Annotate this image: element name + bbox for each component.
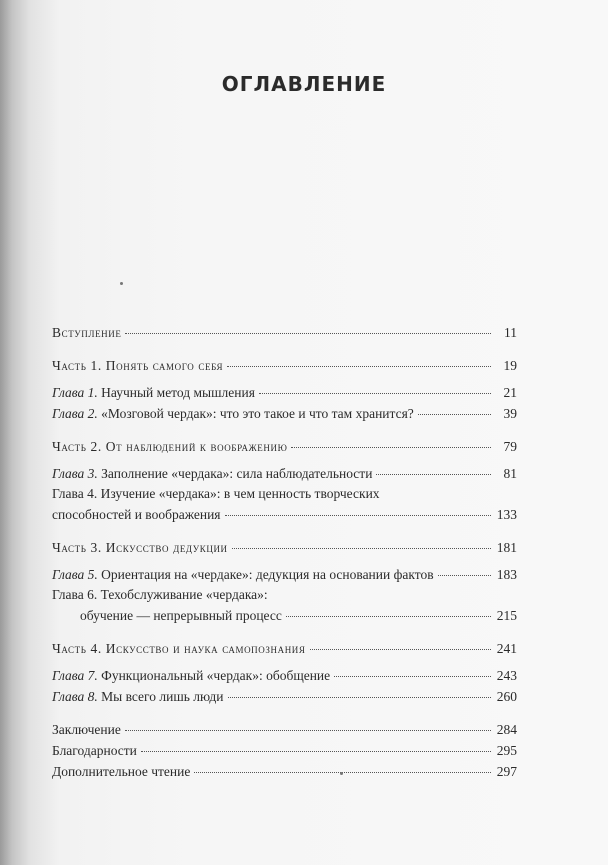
toc-chapter-8[interactable] — [52, 686, 517, 707]
dot-leader — [227, 366, 491, 367]
toc-chapter-1[interactable] — [52, 382, 517, 403]
chapter-page: 81 — [503, 466, 517, 481]
toc-part-label: Часть 1. Понять самого себя — [52, 358, 224, 373]
toc-intro-label: Вступление — [52, 325, 122, 340]
toc-part-3[interactable] — [52, 537, 517, 558]
chapter-title: Изучение «чердака»: в чем ценность творческих — [100, 486, 380, 501]
paper-speck — [340, 772, 343, 775]
chapter-prefix: Глава 2. — [52, 406, 98, 421]
chapter-prefix: Глава 6. — [52, 587, 98, 602]
chapter-prefix: Глава 5. — [52, 567, 98, 582]
toc-part-1[interactable] — [52, 355, 517, 376]
chapter-title: Заполнение «чердака»: сила наблюдательности — [101, 466, 373, 481]
chapter-title: «Мозговой чердак»: что это такое и что там хранится? — [101, 406, 414, 421]
toc-intro[interactable] — [52, 322, 517, 343]
table-of-contents — [52, 322, 517, 782]
chapter-title: Техобслуживание «чердака»: — [100, 587, 268, 602]
chapter-prefix: Глава 3. — [52, 466, 98, 481]
dot-leader — [376, 474, 491, 475]
dot-leader — [418, 414, 491, 415]
dot-leader — [334, 676, 491, 677]
toc-end-page: 295 — [496, 743, 517, 758]
toc-intro-page: 11 — [504, 325, 517, 340]
toc-part-4[interactable] — [52, 638, 517, 659]
toc-further-reading[interactable] — [52, 761, 517, 782]
chapter-title-continued: обучение — непрерывный процесс — [80, 608, 282, 623]
dot-leader — [125, 730, 491, 731]
dot-leader — [228, 697, 492, 698]
toc-part-page: 241 — [496, 641, 517, 656]
chapter-prefix: Глава 7. — [52, 668, 98, 683]
toc-end-page: 284 — [496, 722, 517, 737]
dot-leader — [232, 548, 491, 549]
chapter-title: Ориентация на «чердаке»: дедукция на основании фактов — [101, 567, 434, 582]
toc-part-label: Часть 2. От наблюдений к воображению — [52, 439, 288, 454]
chapter-page: 215 — [496, 608, 517, 623]
dot-leader — [291, 447, 491, 448]
chapter-page: 21 — [503, 385, 517, 400]
dot-leader — [125, 333, 491, 334]
chapter-title: Научный метод мышления — [101, 385, 255, 400]
page-title: ОГЛАВЛЕНИЕ — [221, 72, 387, 96]
chapter-page: 260 — [496, 689, 517, 704]
toc-end-label: Благодарности — [52, 743, 137, 758]
chapter-prefix: Глава 4. — [52, 486, 98, 501]
toc-chapter-2[interactable] — [52, 403, 517, 424]
chapter-page: 183 — [496, 567, 517, 582]
toc-part-label: Часть 3. Искусство дедукции — [52, 540, 228, 555]
toc-part-page: 19 — [503, 358, 517, 373]
chapter-prefix: Глава 1. — [52, 385, 98, 400]
paper-speck — [120, 282, 123, 285]
toc-end-page: 297 — [496, 764, 517, 779]
toc-acknowledgements[interactable] — [52, 740, 517, 761]
dot-leader — [286, 616, 491, 617]
chapter-page: 243 — [496, 668, 517, 683]
toc-part-label: Часть 4. Искусство и наука самопознания — [52, 641, 306, 656]
chapter-page: 39 — [503, 406, 517, 421]
toc-part-2[interactable] — [52, 436, 517, 457]
dot-leader — [141, 751, 491, 752]
chapter-page: 133 — [496, 507, 517, 522]
toc-part-page: 181 — [496, 540, 517, 555]
dot-leader — [259, 393, 491, 394]
chapter-title-continued: способностей и воображения — [52, 507, 221, 522]
toc-part-page: 79 — [503, 439, 517, 454]
toc-chapter-4[interactable] — [52, 484, 517, 525]
chapter-title: Функциональный «чердак»: обобщение — [101, 668, 331, 683]
dot-leader — [310, 649, 492, 650]
dot-leader — [438, 575, 491, 576]
toc-chapter-7[interactable] — [52, 665, 517, 686]
chapter-title: Мы всего лишь люди — [101, 689, 224, 704]
dot-leader — [225, 515, 492, 516]
toc-end-label: Заключение — [52, 722, 121, 737]
toc-chapter-3[interactable] — [52, 463, 517, 484]
toc-end-label: Дополнительное чтение — [52, 764, 191, 779]
chapter-prefix: Глава 8. — [52, 689, 98, 704]
toc-conclusion[interactable] — [52, 719, 517, 740]
toc-chapter-6[interactable] — [52, 585, 517, 626]
toc-chapter-5[interactable] — [52, 564, 517, 585]
